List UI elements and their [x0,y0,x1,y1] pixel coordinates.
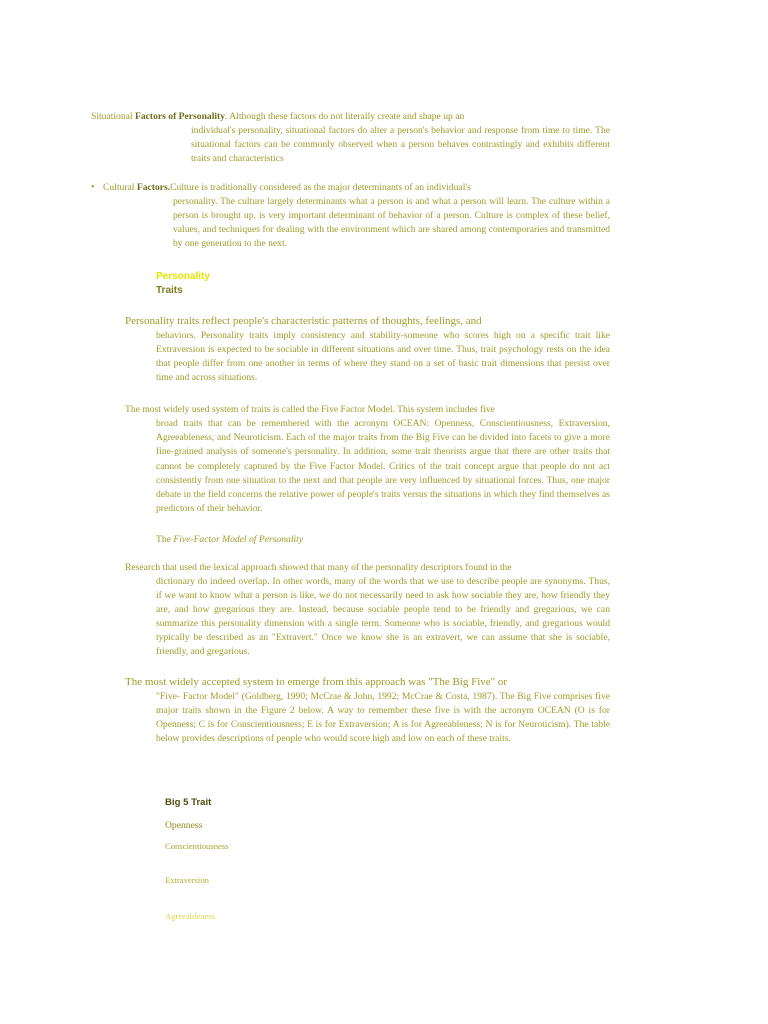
traits-intro-paragraph [125,313,610,385]
situational-factors-paragraph [91,110,610,166]
cultural-text-line1: Culture is traditionally considered as the major determinants of an individual's [170,182,471,193]
big-five-paragraph [125,675,610,746]
trait-agreeableness: Agreeableness [165,911,216,921]
trait-extraversion: Extraversion [165,875,209,885]
big5-trait-table [165,797,229,921]
para1-first-line: Personality traits reflect people's characteristic patterns of thoughts, feelings, and [125,315,482,327]
heading-line-1: Personality [156,271,210,282]
ffm-caption-title: Five-Factor Model of Personality [173,534,304,545]
personality-traits-heading [156,270,210,298]
para3-first-line: Research that used the lexical approach showed that many of the personality descriptors found in the [125,562,512,573]
para4-first-line: The most widely accepted system to emerge from this approach was "The Big Five" or [125,676,508,688]
trait-openness: Openness [165,820,203,831]
situational-label-bold: Factors of Personality [134,111,226,122]
trait-conscientiousness: Conscientiousness [165,841,229,851]
situational-text-rest: individual's personality, situational factors do alter a person's behavior and response from time to time. The situational factors can be commonly observed when a person behaves contrastingly and exhibits different traits and characteristics [191,125,610,164]
heading-line-2: Traits [156,285,183,296]
ffm-caption [156,533,303,547]
cultural-label-bold: Factors. [136,182,171,193]
para1-rest: behaviors. Personality traits imply consistency and stability-someone who scores high on a specific trait like Extraversion is expected to be sociable in different situations and over time. Thus, trait psychology rests on the idea that people differ from one another in terms of where they stand on a set of basic trait dimensions that persist over time and across situations. [156,330,610,383]
big5-header: Big 5 Trait [165,797,212,808]
bullet-icon: • [91,182,95,193]
cultural-text-rest: personality. The culture largely determinants what a person is and what a person will learn. The culture within a person is brought up, is very important determinant of behavior of a person. Culture is complex of these belief, values, and techniques for dealing with the environment which are shared among contemporaries and transmitted by one generation to the next. [173,196,610,249]
five-factor-paragraph [125,403,610,516]
lexical-approach-paragraph [125,561,610,660]
ffm-caption-prefix: The [156,534,174,545]
cultural-label: Cultural [103,182,137,193]
cultural-factors-bullet [91,181,610,251]
situational-text-line1: . Although these factors do not literally create and shape up an [225,111,465,122]
para2-rest: broad traits that can be remembered with the acronym OCEAN: Openness, Conscientiousness, Extraversion, Agreeableness, and Neuroticism. Each of the major traits from the Big Five can be divided into facets to give a more fine-grained analysis of someone's personality. In addition, some trait theorists argue that there are other traits that cannot be completely captured by the Five Factor Model. Critics of the trait concept argue that people do not act consistently from one situation to the next and that people are very influenced by situational forces. Thus, one major debate in the field concerns the relative power of people's traits versus the situations in which they find themselves as predictors of their behavior. [156,418,610,515]
para3-rest: dictionary do indeed overlap. In other words, many of the words that we use to describe people are synonyms. Thus, if we want to know what a person is like, we do not necessarily need to ask how sociable they are, how friendly they are, and how gregarious they are. Instead, because sociable people tend to be friendly and gregarious, we can summarize this personality dimension with a single term. Someone who is sociable, friendly, and gregarious would typically be described as an "Extravert." Once we know she is an extravert, we can assume that she is sociable, friendly, and gregarious. [156,576,610,658]
para2-first-line: The most widely used system of traits is called the Five Factor Model. This system includes five [125,404,495,415]
para4-rest: "Five- Factor Model" (Goldberg, 1990; McCrae & John, 1992; McCrae & Costa, 1987). The Big Five comprises five major traits shown in the Figure 2 below. A way to remember these five is with the acronym OCEAN (O is for Openness; C is for Conscientiousness; E is for Extraversion; A is for Agreeableness; N is for Neuroticism). The table below provides descriptions of people who would score high and low on each of these traits. [156,691,610,744]
situational-label: Situational [91,111,135,122]
